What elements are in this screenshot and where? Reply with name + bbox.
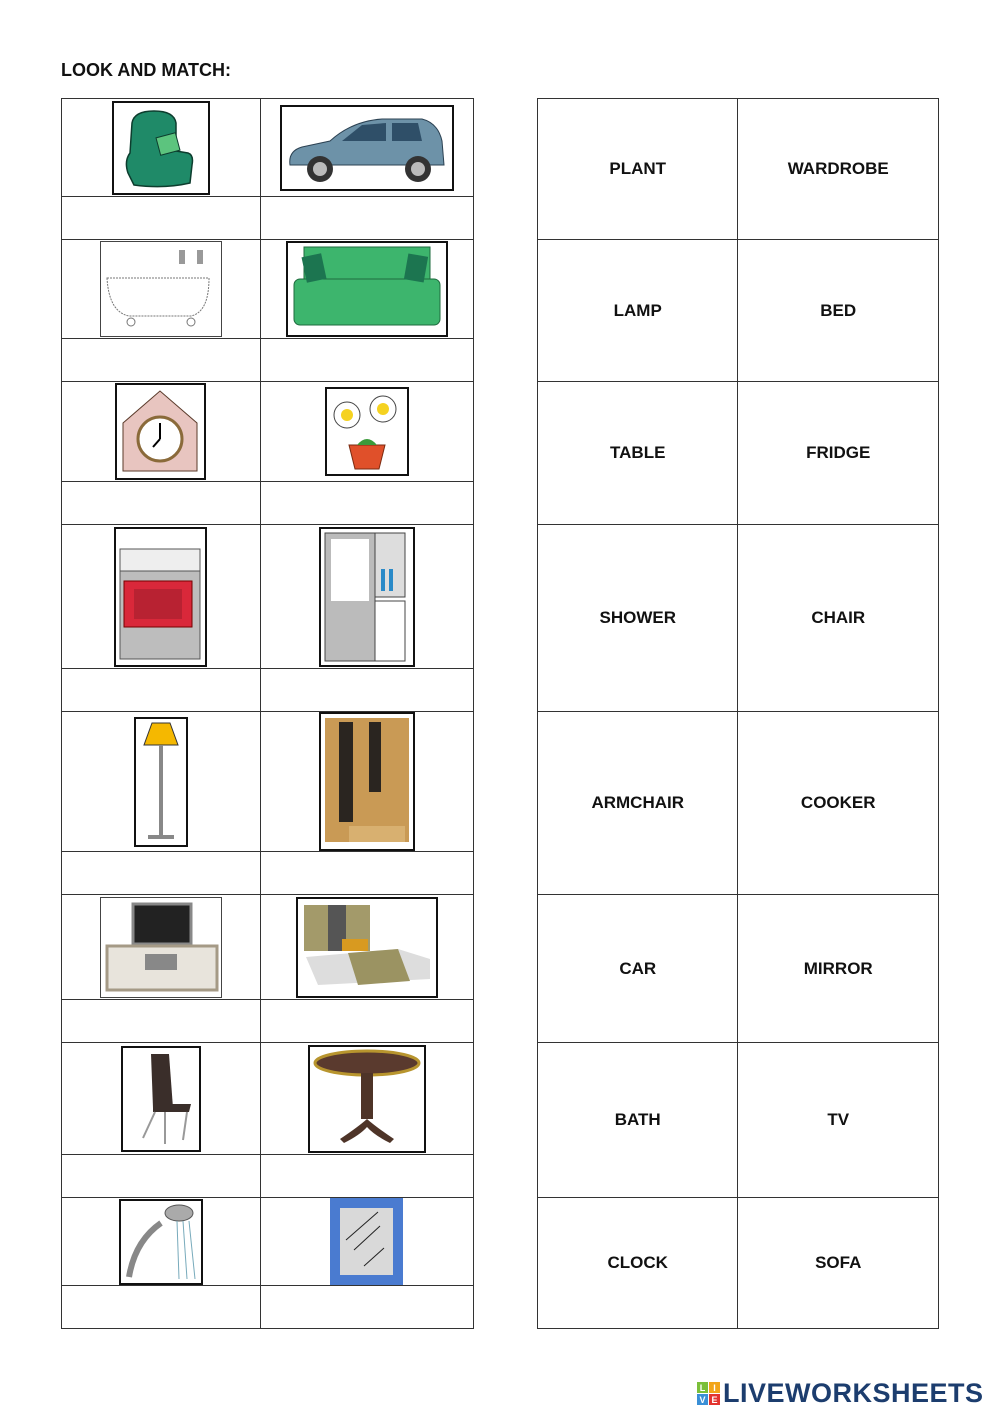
answer-field-mirror[interactable]: [260, 1286, 473, 1329]
logo-letter: V: [697, 1394, 708, 1405]
word-cell[interactable]: PLANT: [538, 99, 738, 240]
word-cell[interactable]: TV: [738, 1043, 939, 1198]
plant-image: [325, 387, 409, 476]
answer-field-lamp[interactable]: [62, 852, 261, 895]
logo-text: LIVEWORKSHEETS: [723, 1378, 984, 1408]
answer-field-car[interactable]: [260, 197, 473, 240]
word-cell[interactable]: CHAIR: [738, 525, 939, 712]
cooker-image: [114, 527, 207, 667]
word-cell[interactable]: CAR: [538, 895, 738, 1043]
answer-field-table[interactable]: [260, 1155, 473, 1198]
word-cell[interactable]: CLOCK: [538, 1198, 738, 1329]
tv-image: [100, 897, 222, 998]
logo-letter: E: [709, 1394, 720, 1405]
answer-field-shower[interactable]: [62, 1286, 261, 1329]
word-table: [537, 98, 939, 1329]
word-cell[interactable]: SOFA: [738, 1198, 939, 1329]
word-cell[interactable]: LAMP: [538, 240, 738, 382]
picture-cell-plant: [260, 382, 473, 482]
word-cell[interactable]: BED: [738, 240, 939, 382]
sofa-image: [286, 241, 448, 337]
word-cell[interactable]: FRIDGE: [738, 382, 939, 525]
word-cell[interactable]: MIRROR: [738, 895, 939, 1043]
answer-field-plant[interactable]: [260, 482, 473, 525]
answer-field-bath[interactable]: [62, 339, 261, 382]
word-cell[interactable]: SHOWER: [538, 525, 738, 712]
page-title: LOOK AND MATCH:: [61, 60, 231, 80]
word-cell[interactable]: ARMCHAIR: [538, 712, 738, 895]
bath-image: [100, 241, 222, 337]
word-cell[interactable]: WARDROBE: [738, 99, 939, 240]
answer-field-clock[interactable]: [62, 482, 261, 525]
live-blocks-icon: [697, 1382, 720, 1405]
bed-image: [296, 897, 438, 998]
picture-cell-cooker: [62, 525, 261, 669]
picture-cell-shower: [62, 1198, 261, 1286]
answer-field-cooker[interactable]: [62, 669, 261, 712]
chair-image: [121, 1046, 201, 1152]
table-image: [308, 1045, 426, 1153]
picture-table: [61, 98, 474, 1329]
picture-cell-wardrobe: [260, 712, 473, 852]
wardrobe-image: [319, 712, 415, 851]
picture-cell-clock: [62, 382, 261, 482]
logo-letter: I: [709, 1382, 720, 1393]
picture-cell-mirror: [260, 1198, 473, 1286]
picture-cell-fridge: [260, 525, 473, 669]
liveworksheets-logo[interactable]: [697, 1378, 984, 1409]
answer-field-wardrobe[interactable]: [260, 852, 473, 895]
armchair-image: [112, 101, 210, 195]
picture-cell-table: [260, 1043, 473, 1155]
answer-field-bed[interactable]: [260, 1000, 473, 1043]
shower-image: [119, 1199, 203, 1285]
picture-cell-bed: [260, 895, 473, 1000]
picture-cell-bath: [62, 240, 261, 339]
logo-letter: L: [697, 1382, 708, 1393]
answer-field-armchair[interactable]: [62, 197, 261, 240]
word-cell[interactable]: COOKER: [738, 712, 939, 895]
answer-field-sofa[interactable]: [260, 339, 473, 382]
picture-cell-armchair: [62, 99, 261, 197]
picture-cell-car: [260, 99, 473, 197]
picture-cell-tv: [62, 895, 261, 1000]
lamp-image: [134, 717, 188, 847]
picture-cell-lamp: [62, 712, 261, 852]
car-image: [280, 105, 454, 191]
mirror-image: [330, 1198, 403, 1285]
clock-image: [115, 383, 206, 480]
word-cell[interactable]: TABLE: [538, 382, 738, 525]
word-cell[interactable]: BATH: [538, 1043, 738, 1198]
answer-field-fridge[interactable]: [260, 669, 473, 712]
fridge-image: [319, 527, 415, 667]
picture-cell-chair: [62, 1043, 261, 1155]
answer-field-tv[interactable]: [62, 1000, 261, 1043]
answer-field-chair[interactable]: [62, 1155, 261, 1198]
picture-cell-sofa: [260, 240, 473, 339]
